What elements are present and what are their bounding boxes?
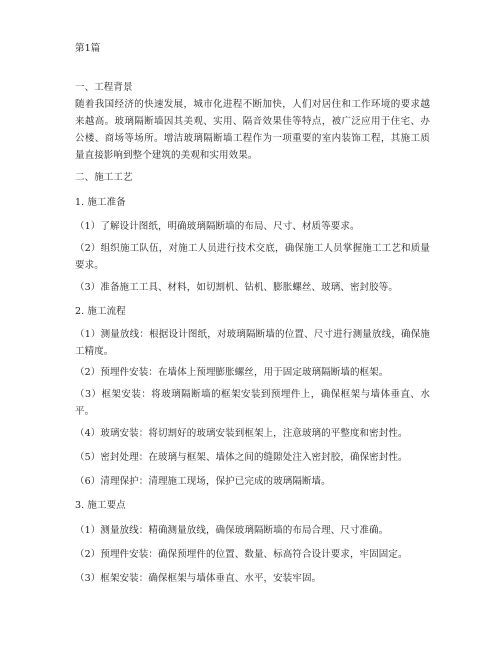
key-point-item: （1）测量放线：精确测量放线，确保玻璃隔断墙的布局合理、尺寸准确。 [75, 525, 389, 536]
section-heading-background: 一、工程背景 [75, 82, 133, 93]
workflow-item: （6）清理保护：清理施工现场，保护已完成的玻璃隔断墙。 [75, 476, 331, 487]
page-label: 第1篇 [75, 43, 101, 54]
workflow-item: （4）玻璃安装：将切割好的玻璃安装到框架上，注意玻璃的平整度和密封性。 [75, 428, 408, 439]
workflow-item: （5）密封处理：在玻璃与框架、墙体之间的缝隙处注入密封胶，确保密封性。 [75, 452, 408, 463]
workflow-item: （2）预埋件安装：在墙体上预埋膨胀螺丝，用于固定玻璃隔断墙的框架。 [75, 367, 389, 378]
section-heading-process: 二、施工工艺 [75, 172, 133, 183]
workflow-item: （3）框架安装：将玻璃隔断墙的框架安装到预埋件上，确保框架与墙体垂直、水平。 [75, 389, 430, 417]
subsection-heading-key-points: 3. 施工要点 [75, 500, 126, 511]
preparation-item: （2）组织施工队伍，对施工人员进行技术交底，确保施工人员掌握施工工艺和质量要求。 [75, 243, 430, 271]
workflow-item: （1）测量放线：根据设计图纸，对玻璃隔断墙的位置、尺寸进行测量放线，确保施工精度。 [75, 329, 430, 357]
key-point-item: （2）预埋件安装：确保预埋件的位置、数量、标高符合设计要求，牢固固定。 [75, 549, 408, 560]
subsection-heading-workflow: 2. 施工流程 [75, 306, 126, 317]
preparation-item: （3）准备施工工具、材料，如切割机、钻机、膨胀螺丝、玻璃、密封胶等。 [75, 282, 398, 293]
key-point-item: （3）框架安装：确保框架与墙体垂直、水平，安装牢固。 [75, 573, 322, 584]
section-body-background: 随着我国经济的快速发展，城市化进程不断加快，人们对居住和工作环境的要求越来越高。玻璃隔断墙因其美观、实用、隔音效果佳等特点，被广泛应用于住宅、办公楼、商场等场所。增洁玻璃隔断墙工程作为一项重要的室内装饰工程，其施工质量直接影响到整个建筑的美观和实用效果。 [75, 99, 430, 161]
preparation-item: （1）了解设计图纸，明确玻璃隔断墙的布局、尺寸、材质等要求。 [75, 221, 360, 232]
subsection-heading-preparation: 1. 施工准备 [75, 197, 126, 208]
